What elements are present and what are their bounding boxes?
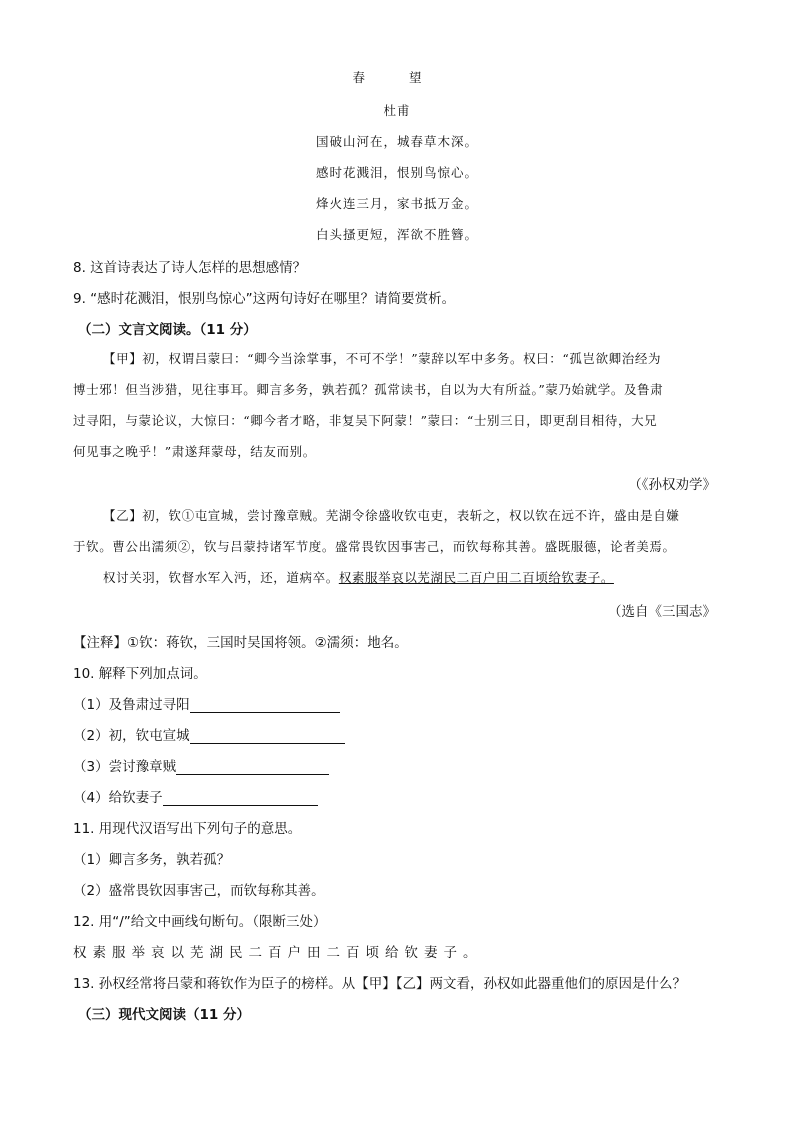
passage-jia-line: 何见事之晚乎！”肃遂拜蒙母，结友而别。 [73, 444, 316, 459]
passage-yi-source: （选自《三国志》 [608, 604, 716, 620]
question-11: 11. 用现代汉语写出下列句子的意思。 [73, 821, 302, 837]
answer-blank[interactable] [163, 791, 318, 806]
question-12: 12. 用“/”给文中画线句断句。（限断三处） [73, 914, 327, 930]
question-8: 8. 这首诗表达了诗人怎样的思想感情？ [73, 260, 307, 276]
question-10-item: （2）初，钦屯宣城 [73, 724, 345, 744]
section-heading: （二）文言文阅读。（11 分） [78, 322, 257, 338]
question-11-item: （1）卿言多务，孰若孤？ [73, 852, 231, 868]
poem-author: 杜甫 [383, 103, 411, 118]
passage-yi-plain: 权讨关羽，钦督水军入沔，还，道病卒。 [103, 570, 339, 585]
question-10: 10. 解释下列加点词。 [73, 666, 207, 682]
passage-jia-line: 过寻阳，与蒙论议，大惊曰：“卿今者才略，非复吴下阿蒙！”蒙曰：“士别三日，即更刮目相待，大兄 [73, 413, 658, 428]
passage-jia-source: （《孙权劝学》 [628, 477, 716, 493]
question-10-item: （1）及鲁肃过寻阳 [73, 693, 340, 713]
poem-line: 烽火连三月，家书抵万金。 [315, 196, 478, 211]
passage-jia-line: 【甲】初，权谓吕蒙曰：“卿今当涂掌事，不可不学！”蒙辞以军中多务。权曰：“孤岂欲卿治经为 [103, 351, 662, 366]
poem-line: 感时花溅泪，恨别鸟惊心。 [315, 165, 478, 180]
passage-yi-underlined-sentence: 权素服举哀以芜湖民二百户田二百顷给钦妻子。 [338, 570, 614, 585]
passage-yi-line: 【乙】初，钦①屯宣城，尝讨豫章贼。芜湖令徐盛收钦屯吏，表斩之，权以钦在远不许，盛由是自嫌 [103, 508, 680, 523]
poem-title: 春 望 [352, 70, 442, 85]
answer-blank[interactable] [176, 760, 329, 775]
passage-jia-line: 博士邪！但当涉猎，见往事耳。卿言多务，孰若孤？孤常读书，自以为大有所益。”蒙乃始就学。及鲁肃 [73, 382, 664, 397]
poem-line: 国破山河在，城春草木深。 [315, 134, 478, 149]
question-11-item: （2）盛常畏钦因事害己，而钦每称其善。 [73, 883, 325, 899]
question-10-item: （3）尝讨豫章贼 [73, 755, 329, 775]
answer-blank[interactable] [190, 729, 345, 744]
question-12-sentence: 权素服举哀以芜湖民二百户田二百顷给钦妻子。 [73, 945, 483, 961]
question-10-item: （4）给钦妻子 [73, 786, 318, 806]
poem-line: 白头搔更短，浑欲不胜簪。 [315, 227, 478, 242]
question-9: 9. “感时花溅泪，恨别鸟惊心”这两句诗好在哪里？请简要赏析。 [73, 291, 456, 307]
passage-yi-line [103, 568, 753, 586]
question-13: 13. 孙权经常将吕蒙和蒋钦作为臣子的榜样。从【甲】【乙】两文看，孙权如此器重他们的原因是什么？ [73, 976, 687, 992]
notes: 【注释】①钦：蒋钦，三国时吴国将领。②濡须：地名。 [73, 635, 408, 651]
section-heading: （三）现代文阅读（11 分） [78, 1007, 250, 1023]
passage-yi-line: 于钦。曹公出濡须②，钦与吕蒙持诸军节度。盛常畏钦因事害己，而钦每称其善。盛既服德，论者美焉。 [73, 539, 676, 554]
answer-blank[interactable] [190, 698, 340, 713]
